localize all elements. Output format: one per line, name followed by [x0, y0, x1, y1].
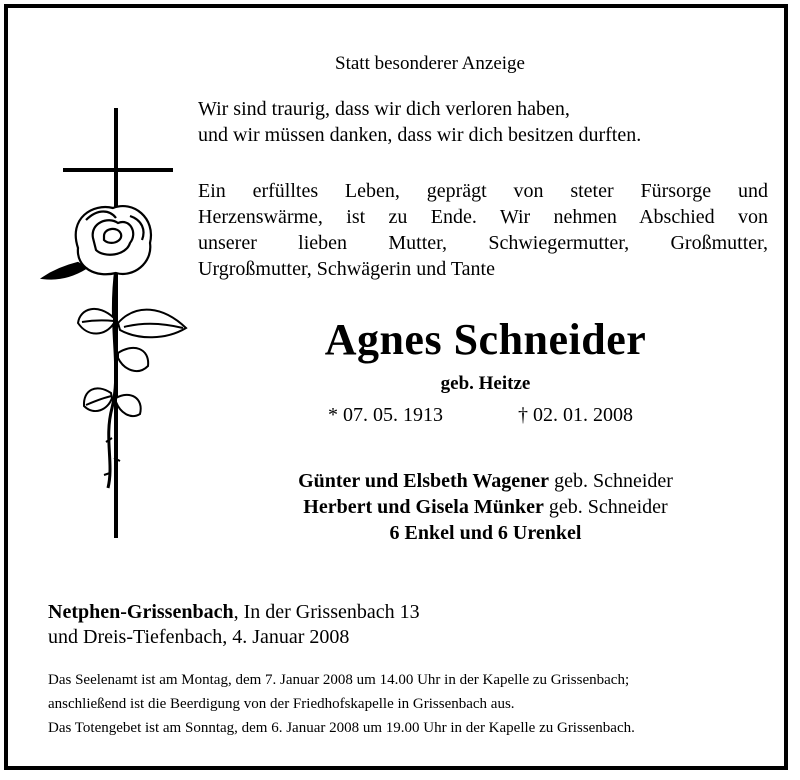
family-names: 6 Enkel und 6 Urenkel: [389, 522, 582, 544]
death-cross-icon: †: [518, 404, 528, 426]
family-names: Herbert und Gisela Münker: [303, 496, 544, 518]
intro-line: Urgroßmutter, Schwägerin und Tante: [198, 258, 495, 280]
place-town: Netphen-Grissenbach: [48, 601, 234, 623]
intro-line: Ein erfülltes Leben, geprägt von steter Fürsorge und: [198, 180, 768, 202]
service-note: anschließend ist die Beerdigung von der Friedhofskapelle in Grissenbach aus.: [48, 696, 515, 712]
notice-header: Statt besonderer Anzeige: [335, 53, 525, 74]
poem: [198, 96, 758, 148]
family-names: Günter und Elsbeth Wagener: [298, 470, 550, 492]
maiden-name: geb. Heitze: [440, 373, 531, 394]
birth-date-value: 07. 05. 1913: [343, 404, 443, 426]
death-date: [518, 404, 633, 427]
cross-rose-graphic: [38, 108, 198, 548]
place-line: [48, 600, 420, 625]
place-street: , In der Grissenbach 13: [233, 601, 420, 623]
poem-line: Wir sind traurig, dass wir dich verloren haben,: [198, 98, 570, 120]
service-notes: [48, 668, 788, 740]
intro-line: unserer lieben Mutter, Schwiegermutter, Großmutter,: [198, 232, 768, 254]
family-line: [198, 468, 773, 494]
deceased-name: Agnes Schneider: [324, 315, 647, 364]
family-line: [198, 494, 773, 520]
intro-text: [198, 178, 768, 282]
place-and-date: [48, 600, 420, 650]
cross-rose-icon: [38, 108, 198, 548]
family-line: [198, 520, 773, 546]
birth-date: [328, 404, 443, 427]
intro-line: Herzenswärme, ist zu Ende. Wir nehmen Abschied von: [198, 206, 768, 228]
family-suffix: geb. Schneider: [543, 496, 668, 518]
service-note: Das Seelenamt ist am Montag, dem 7. Januar 2008 um 14.00 Uhr in der Kapelle zu Grissenbach;: [48, 672, 630, 688]
birth-star-icon: *: [328, 404, 338, 426]
family-suffix: geb. Schneider: [549, 470, 673, 492]
poem-line: und wir müssen danken, dass wir dich besitzen durften.: [198, 124, 642, 146]
death-date-value: 02. 01. 2008: [533, 404, 633, 426]
family-list: [198, 468, 773, 546]
obituary-notice: [4, 4, 788, 770]
service-note: Das Totengebet ist am Sonntag, dem 6. Januar 2008 um 19.00 Uhr in der Kapelle zu Grissenbach.: [48, 720, 635, 736]
place-date-line: und Dreis-Tiefenbach, 4. Januar 2008: [48, 626, 350, 648]
